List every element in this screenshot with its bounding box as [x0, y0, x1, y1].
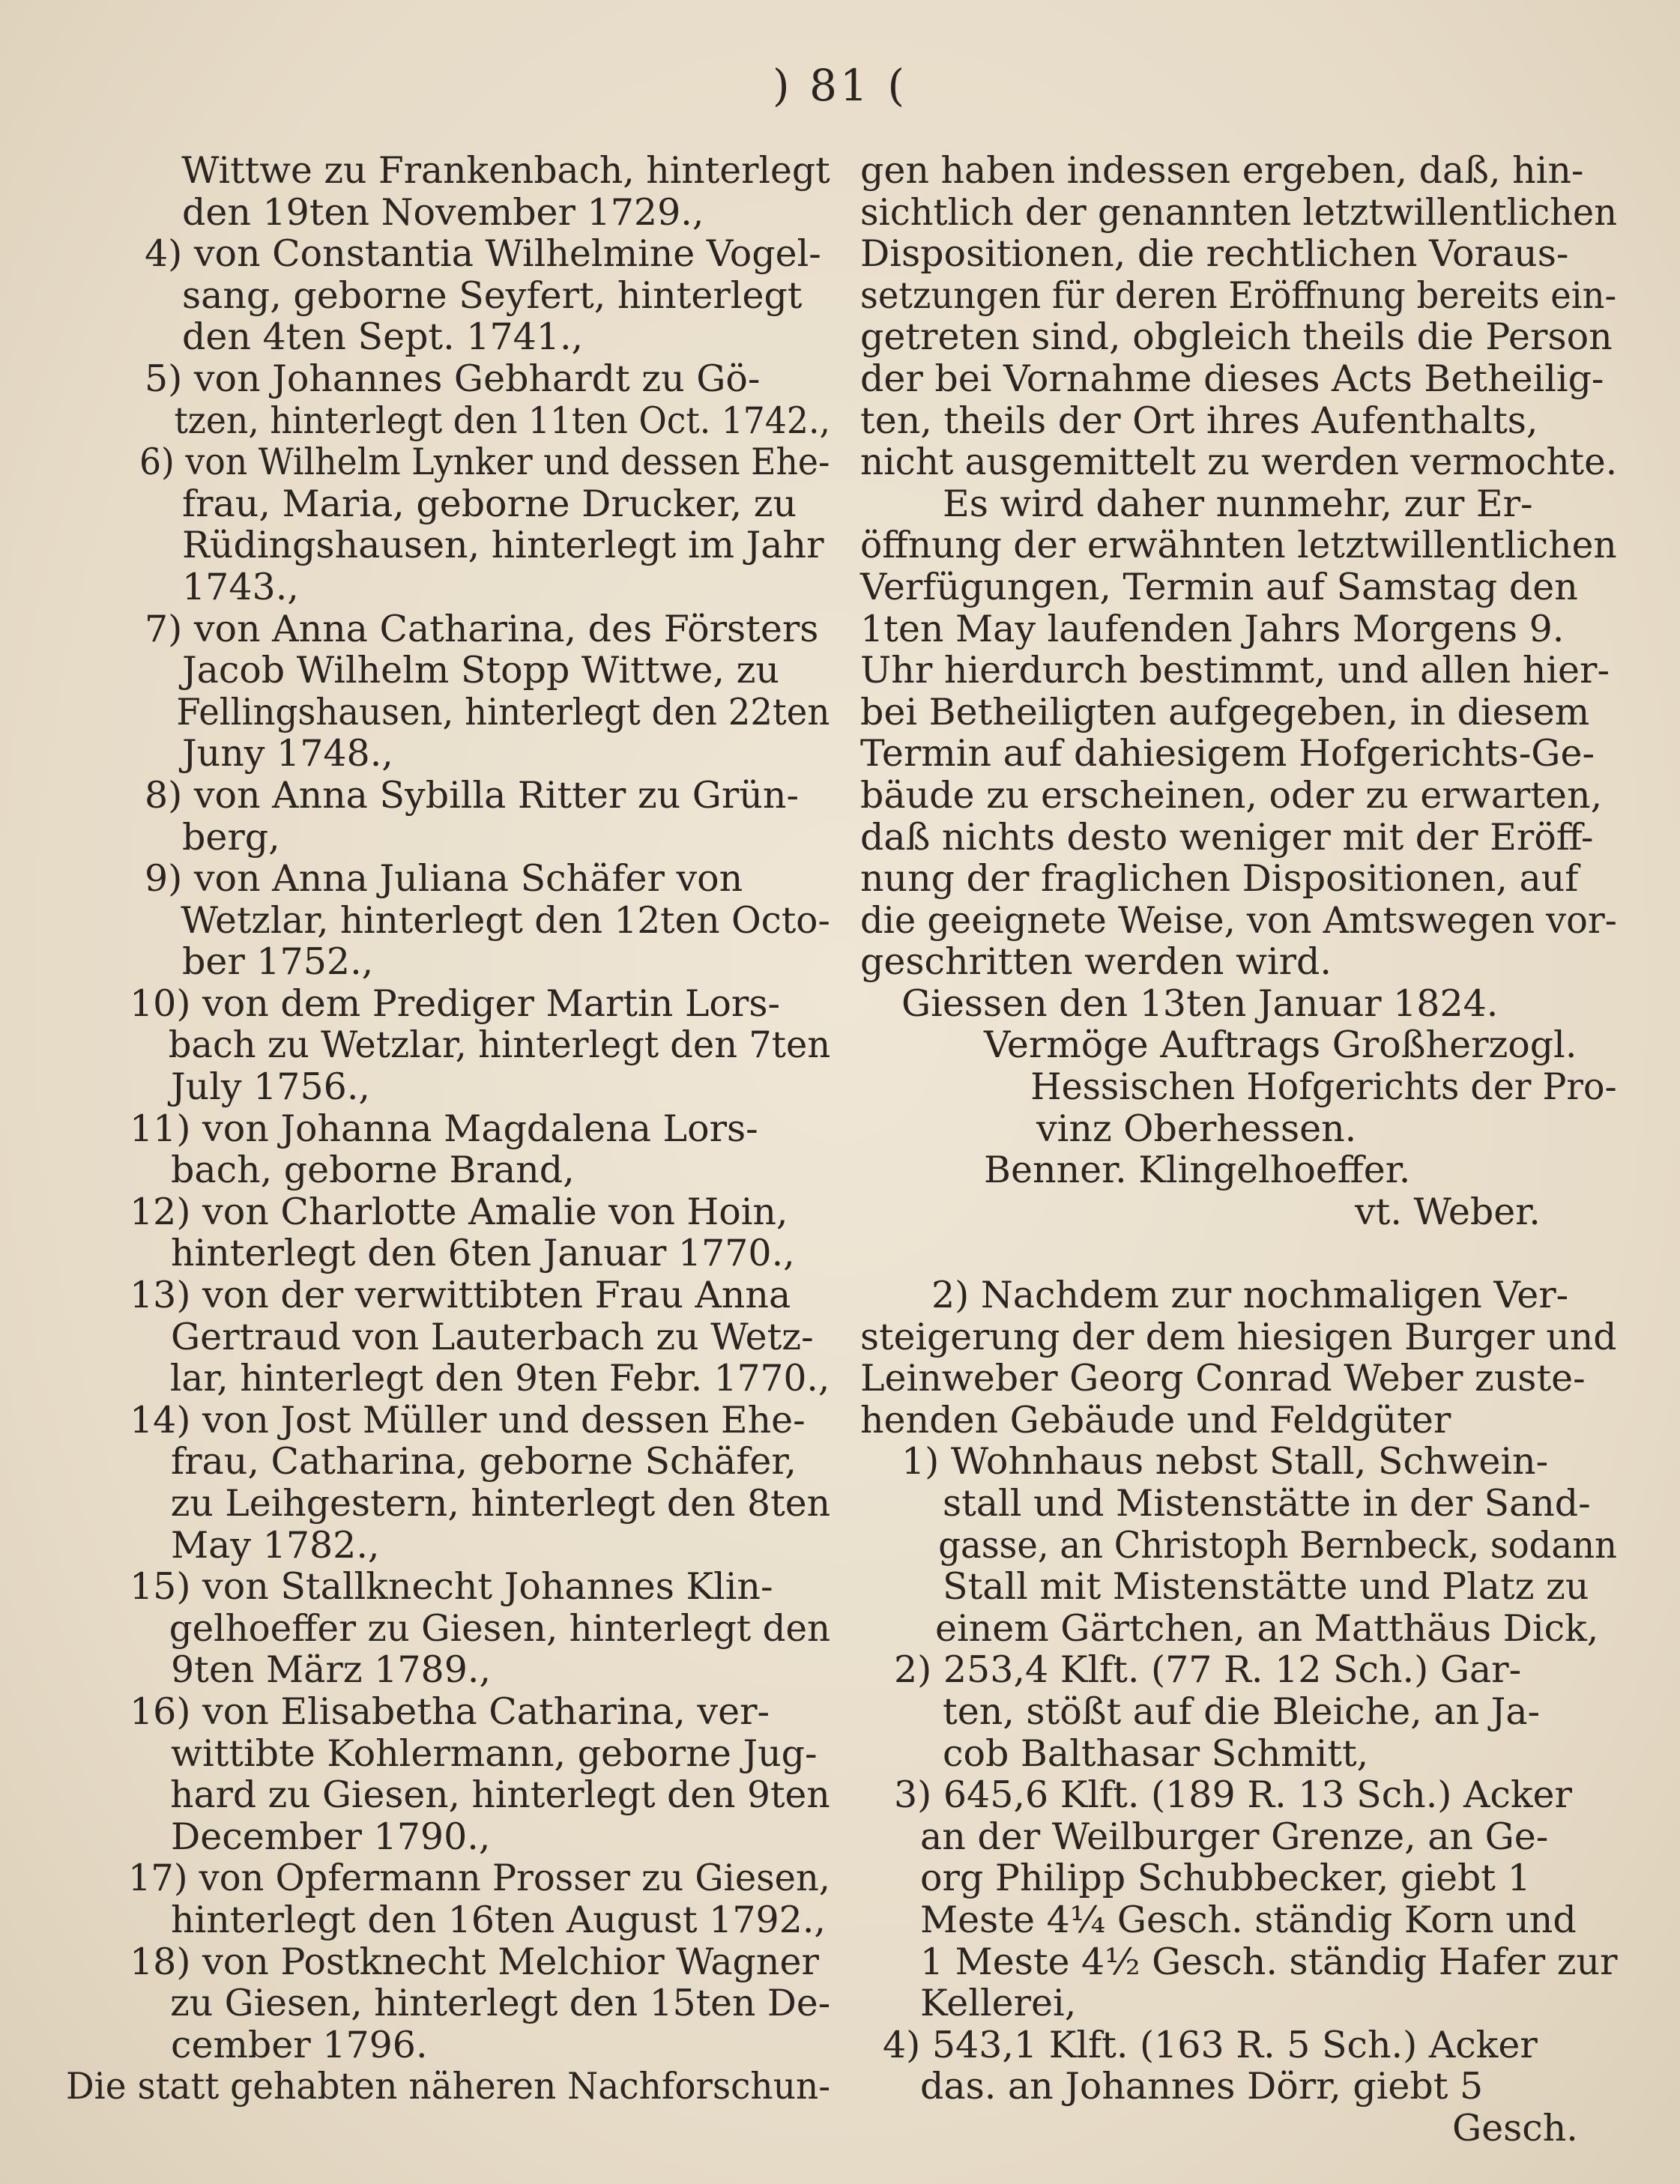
text-line: Uhr hierdurch bestimmt, und allen hier- [860, 649, 1610, 692]
text-line: sichtlich der genannten letztwillentlichen [860, 190, 1618, 234]
text-line: wittibte Kohlermann, geborne Jug- [171, 1731, 818, 1775]
text-line: 13) von der verwittibten Frau Anna [130, 1274, 791, 1317]
text-line: 4) von Constantia Wilhelmine Vogel- [145, 232, 821, 276]
text-line: 9) von Anna Juliana Schäfer von [145, 857, 743, 901]
text-line: Gesch. [1452, 2106, 1578, 2150]
text-line: 14) von Jost Müller und dessen Ehe- [130, 1398, 806, 1442]
text-line: das. an Johannes Dörr, giebt 5 [920, 2065, 1484, 2108]
text-line: 10) von dem Prediger Martin Lors- [130, 981, 781, 1025]
text-line: Giessen den 13ten Januar 1824. [901, 981, 1499, 1025]
text-line: gasse, an Christoph Bernbeck, sodann [938, 1523, 1617, 1567]
text-line: Rüdingshausen, hinterlegt im Jahr [182, 524, 824, 567]
text-line: öffnung der erwähnten letztwillentlichen [860, 524, 1617, 567]
left-column [66, 150, 830, 2108]
text-line: Dispositionen, die rechtlichen Voraus- [860, 232, 1569, 276]
text-line: 6) von Wilhelm Lynker und dessen Ehe- [139, 441, 830, 484]
text-line: cob Balthasar Schmitt, [943, 1731, 1369, 1775]
text-line: 16) von Elisabetha Catharina, ver- [130, 1690, 770, 1733]
text-line: 5) von Johannes Gebhardt zu Gö- [145, 357, 761, 400]
text-line: bach zu Wetzlar, hinterlegt den 7ten [168, 1023, 831, 1067]
text-line: setzungen für deren Eröffnung bereits ein- [860, 273, 1617, 317]
text-line: 11) von Johanna Magdalena Lors- [130, 1107, 758, 1150]
text-line: Die statt gehabten näheren Nachforschun- [66, 2065, 831, 2108]
text-line: May 1782., [171, 1523, 380, 1567]
text-line: getreten sind, obgleich theils die Person [860, 315, 1613, 359]
text-line: Jacob Wilhelm Stopp Wittwe, zu [182, 649, 779, 692]
text-line: einem Gärtchen, an Matthäus Dick, [935, 1606, 1599, 1650]
text-line: July 1756., [171, 1065, 370, 1109]
text-line: den 19ten November 1729., [182, 190, 704, 234]
text-line: an der Weilburger Grenze, an Ge- [920, 1815, 1549, 1858]
text-line: frau, Maria, geborne Drucker, zu [182, 482, 797, 525]
text-line: 15) von Stallknecht Johannes Klin- [130, 1565, 773, 1609]
text-line: gen haben indessen ergeben, daß, hin- [860, 149, 1584, 192]
text-line: 1) Wohnhaus nebst Stall, Schwein- [901, 1440, 1549, 1483]
text-line: 9ten März 1789., [171, 1648, 492, 1692]
text-line: ten, stößt auf die Bleiche, an Ja- [943, 1690, 1541, 1733]
text-line: Leinweber Georg Conrad Weber zuste- [860, 1357, 1586, 1400]
text-line: bäude zu erscheinen, oder zu erwarten, [860, 773, 1603, 817]
text-line: org Philipp Schubbecker, giebt 1 [920, 1857, 1531, 1900]
text-line: nung der fraglichen Dispositionen, auf [860, 857, 1579, 901]
page-number: ) 81 ( [773, 60, 907, 111]
text-line: bei Betheiligten aufgegeben, in diesem [860, 690, 1590, 733]
text-line: sang, geborne Seyfert, hinterlegt [182, 273, 803, 317]
text-line: gelhoeffer zu Giesen, hinterlegt den [169, 1606, 831, 1650]
text-line: bach, geborne Brand, [171, 1149, 575, 1192]
text-line: frau, Catharina, geborne Schäfer, [171, 1440, 797, 1483]
text-line: ten, theils der Ort ihres Aufenthalts, [860, 399, 1538, 442]
text-line: der bei Vornahme dieses Acts Betheilig- [860, 357, 1604, 400]
text-line: Termin auf dahiesigem Hofgerichts-Ge- [860, 732, 1595, 775]
text-line: 7) von Anna Catharina, des Försters [145, 607, 819, 650]
text-line: hinterlegt den 6ten Januar 1770., [171, 1232, 795, 1275]
text-line: steigerung der dem hiesigen Burger und [860, 1315, 1617, 1358]
text-line: Hessischen Hofgerichts der Pro- [1030, 1065, 1617, 1109]
text-line: Gertraud von Lauterbach zu Wetz- [171, 1315, 814, 1358]
text-line: Wetzlar, hinterlegt den 12ten Octo- [181, 898, 830, 942]
text-line: Wittwe zu Frankenbach, hinterlegt [181, 149, 830, 192]
text-line: lar, hinterlegt den 9ten Febr. 1770., [169, 1357, 830, 1400]
text-line: 4) 543,1 Klft. (163 R. 5 Sch.) Acker [883, 2023, 1538, 2066]
text-line: vinz Oberhessen. [1036, 1107, 1357, 1150]
text-line: 1 Meste 4½ Gesch. ständig Hafer zur [919, 1940, 1618, 1983]
text-line: geschritten werden wird. [860, 940, 1332, 984]
text-line: den 4ten Sept. 1741., [182, 315, 584, 359]
text-line: zu Leihgestern, hinterlegt den 8ten [170, 1482, 831, 1525]
text-line: 17) von Opfermann Prosser zu Giesen, [127, 1857, 830, 1900]
text-line: daß nichts desto weniger mit der Eröff- [860, 815, 1594, 859]
text-line: die geeignete Weise, von Amtswegen vor- [860, 898, 1617, 942]
text-line: tzen, hinterlegt den 11ten Oct. 1742., [174, 399, 830, 442]
text-line: berg, [182, 815, 280, 859]
text-line: Stall mit Mistenstätte und Platz zu [943, 1565, 1589, 1609]
text-line: Juny 1748., [182, 732, 393, 775]
text-line: ber 1752., [182, 940, 374, 984]
text-line: 2) 253,4 Klft. (77 R. 12 Sch.) Gar- [894, 1648, 1522, 1692]
text-line: 2) Nachdem zur nochmaligen Ver- [931, 1274, 1569, 1317]
text-line: Vermöge Auftrags Großherzogl. [984, 1023, 1577, 1067]
text-line: Fellingshausen, hinterlegt den 22ten [176, 690, 830, 733]
text-line: 3) 645,6 Klft. (189 R. 13 Sch.) Acker [894, 1773, 1572, 1817]
text-line: nicht ausgemittelt zu werden vermochte. [860, 441, 1618, 484]
text-line: stall und Mistenstätte in der Sand- [943, 1482, 1591, 1525]
text-line: zu Giesen, hinterlegt den 15ten De- [170, 1982, 831, 2025]
text-line: December 1790., [171, 1815, 491, 1858]
text-line: 12) von Charlotte Amalie von Hoin, [130, 1190, 788, 1233]
text-line: hinterlegt den 16ten August 1792., [171, 1898, 827, 1941]
text-line [860, 1232, 1617, 1274]
text-line: vt. Weber. [1355, 1190, 1541, 1233]
text-line: 1ten May laufenden Jahrs Morgens 9. [860, 607, 1565, 650]
text-line: 18) von Postknecht Melchior Wagner [130, 1940, 819, 1983]
text-line: Kellerei, [920, 1982, 1077, 2025]
text-line: cember 1796. [171, 2023, 428, 2066]
text-line: 1743., [182, 565, 299, 608]
text-line: henden Gebäude und Feldgüter [860, 1398, 1451, 1442]
text-line: hard zu Giesen, hinterlegt den 9ten [170, 1773, 830, 1817]
text-line: Benner. Klingelhoeffer. [984, 1149, 1411, 1192]
right-column [860, 150, 1617, 2150]
text-line: Verfügungen, Termin auf Samstag den [860, 565, 1578, 608]
text-line: 8) von Anna Sybilla Ritter zu Grün- [145, 773, 800, 817]
text-line: Es wird daher nunmehr, zur Er- [943, 482, 1533, 525]
text-line: Meste 4¼ Gesch. ständig Korn und [920, 1898, 1577, 1941]
